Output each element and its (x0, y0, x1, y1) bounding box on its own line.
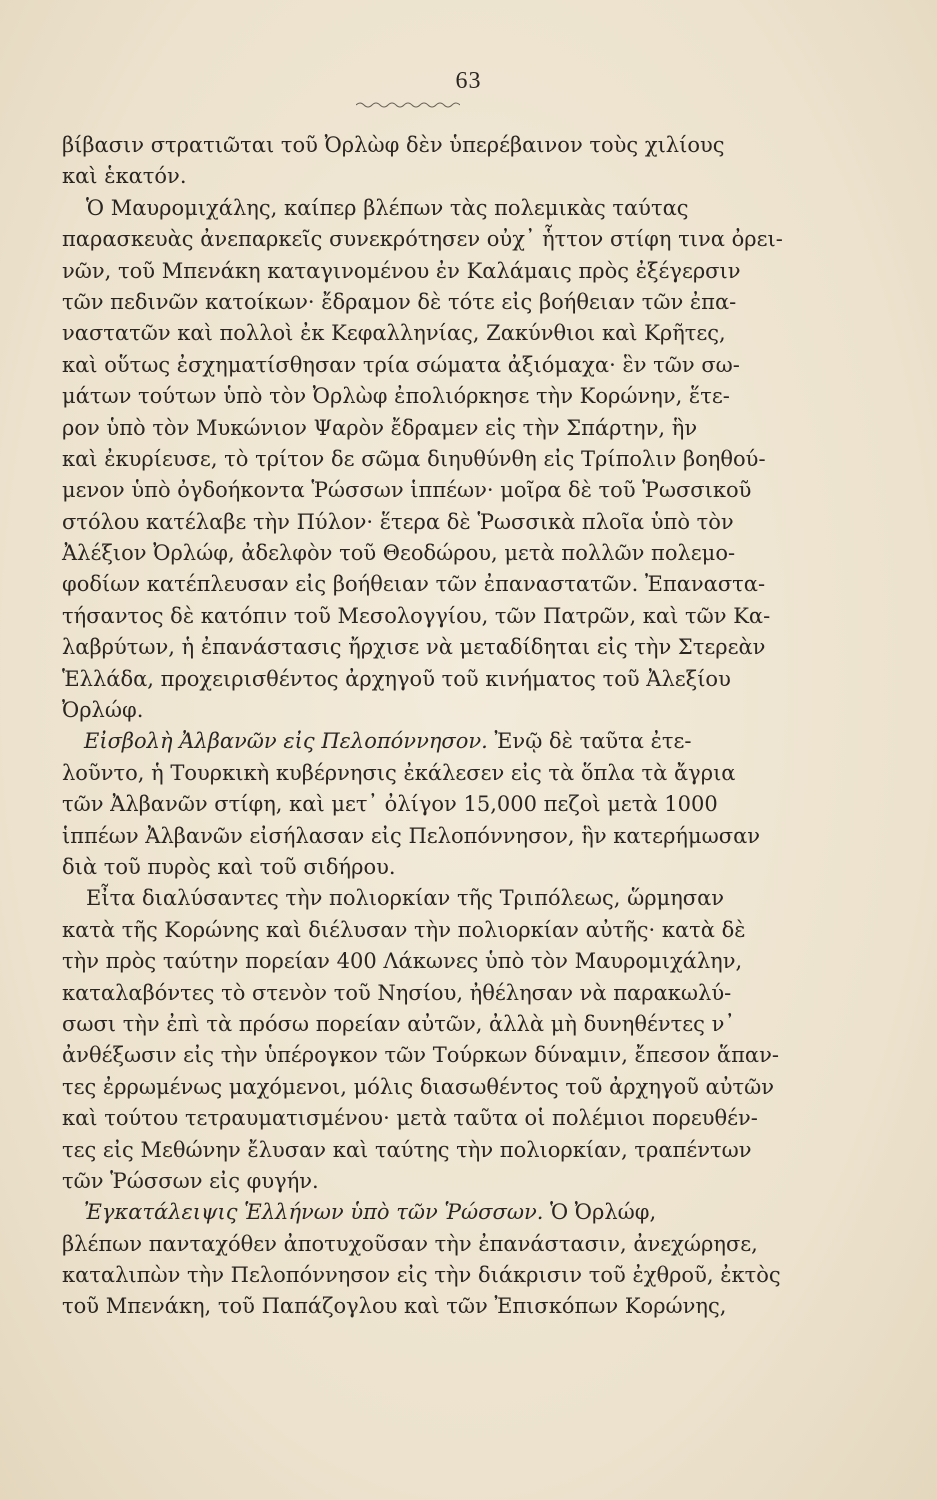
text-line (62, 1291, 782, 1322)
text-line (62, 946, 782, 977)
text-line (62, 444, 782, 475)
line-text: βίβασιν στρατιῶται τοῦ Ὀρλὼφ δὲν ὑπερέβαινον τοὺς χιλίους (62, 133, 725, 157)
line-text: τες εἰς Μεθώνην ἔλυσαν καὶ ταύτης τὴν πολιορκίαν, τραπέντων (62, 1137, 752, 1162)
line-text: τοῦ Μπενάκη, τοῦ Παπάζογλου καὶ τῶν Ἐπισκόπων Κορώνης, (62, 1294, 727, 1319)
text-line (62, 224, 782, 255)
line-text: κατὰ τῆς Κορώνης καὶ διέλυσαν τὴν πολιορκίαν αὐτῆς· κατὰ δὲ (62, 917, 746, 942)
text-line (62, 350, 782, 381)
text-line (62, 1166, 782, 1197)
page-number: 63 (455, 68, 482, 94)
text-line (62, 381, 782, 412)
text-line (62, 883, 782, 914)
line-text: καὶ ἐκυρίευσε, τὸ τρίτον δε σῶμα διηυθύνθη εἰς Τρίπολιν βοηθού- (62, 446, 766, 471)
line-text: λοῦντο, ἡ Τουρκικὴ κυβέρνησις ἐκάλεσεν εἰς τὰ ὅπλα τὰ ἄγρια (62, 760, 736, 785)
line-text: τὴν πρὸς ταύτην πορείαν 400 Λάκωνες ὑπὸ τὸν Μαυρομιχάλην, (62, 949, 743, 974)
text-line (62, 664, 782, 695)
text-line (62, 758, 782, 789)
line-text: Εἶτα διαλύσαντες τὴν πολιορκίαν τῆς Τριπόλεως, ὥρμησαν (86, 886, 725, 911)
line-text: φοδίων κατέπλευσαν εἰς βοήθειαν τῶν ἐπαναστατῶν. Ἐπαναστα- (62, 572, 766, 597)
line-text: ναστατῶν καὶ πολλοὶ ἐκ Κεφαλληνίας, Ζακύνθιοι καὶ Κρῆτες, (62, 321, 726, 346)
text-line (62, 1040, 782, 1071)
line-text: τῶν πεδινῶν κατοίκων· ἔδραμον δὲ τότε εἰς βοήθειαν τῶν ἐπα- (62, 289, 737, 314)
text-line (62, 475, 782, 506)
text-line (62, 601, 782, 632)
text-line (62, 161, 782, 192)
text-line (62, 978, 782, 1009)
line-text: Ὁ Μαυρομιχάλης, καίπερ βλέπων τὰς πολεμικὰς ταύτας (86, 195, 689, 220)
line-text: Ὀρλώφ. (62, 698, 144, 723)
line-text: τήσαντος δὲ κατόπιν τοῦ Μεσολογγίου, τῶν Πατρῶν, καὶ τῶν Κα- (62, 603, 771, 628)
section-heading: Εἰσβολὴ Ἀλβανῶν εἰς Πελοπόννησον. (84, 729, 488, 754)
line-text: ρον ὑπὸ τὸν Μυκώνιον Ψαρὸν ἔδραμεν εἰς τὴν Σπάρτην, ἣν (62, 415, 698, 440)
line-text: μενον ὑπὸ ὀγδοήκοντα Ῥώσσων ἱππέων· μοῖρα δὲ τοῦ Ῥωσσικοῦ (62, 478, 752, 503)
text-line (62, 852, 782, 883)
text-line (62, 318, 782, 349)
text-line (62, 1229, 782, 1260)
line-text: νῶν, τοῦ Μπενάκη καταγινομένου ἐν Καλάμαις πρὸς ἐξέγερσιν (62, 258, 741, 283)
section-heading: Ἐγκατάλειψις Ἑλλήνων ὑπὸ τῶν Ῥώσσων. (84, 1200, 544, 1225)
line-text: καὶ οὕτως ἐσχηματίσθησαν τρία σώματα ἀξιόμαχα· ἓν τῶν σω- (62, 352, 740, 377)
line-text: στόλου κατέλαβε τὴν Πύλον· ἕτερα δὲ Ῥωσσικὰ πλοῖα ὑπὸ τὸν (62, 509, 734, 534)
text-line (62, 1072, 782, 1103)
text-line (62, 413, 782, 444)
text-line (62, 695, 782, 726)
line-text: ἀνθέξωσιν εἰς τὴν ὑπέρογκον τῶν Τούρκων δύναμιν, ἔπεσον ἅπαν- (62, 1043, 779, 1068)
line-text: καταλιπὼν τὴν Πελοπόννησον εἰς τὴν διάκρισιν τοῦ ἐχθροῦ, ἐκτὸς (62, 1263, 781, 1288)
text-line (62, 1103, 782, 1134)
line-text: Ἐνῷ δὲ ταῦτα ἐτε- (487, 729, 692, 754)
line-text: τες ἐρρωμένως μαχόμενοι, μόλις διασωθέντος τοῦ ἀρχηγοῦ αὐτῶν (62, 1074, 774, 1099)
text-line (62, 726, 782, 757)
text-line (62, 1260, 782, 1291)
text-line (62, 507, 782, 538)
text-line (62, 569, 782, 600)
line-text: Ἑλλάδα, προχειρισθέντος ἀρχηγοῦ τοῦ κινήματος τοῦ Ἀλεξίου (62, 666, 731, 691)
text-line (62, 256, 782, 287)
line-text: ἱππέων Ἀλβανῶν εἰσήλασαν εἰς Πελοπόννησον, ἣν κατερήμωσαν (62, 823, 761, 848)
line-text: διὰ τοῦ πυρὸς καὶ τοῦ σιδήρου. (62, 854, 396, 879)
line-text: Ἀλέξιον Ὀρλώφ, ἀδελφὸν τοῦ Θεοδώρου, μετὰ πολλῶν πολεμο- (62, 541, 736, 566)
line-text: τῶν Ἀλβανῶν στίφη, καὶ μετ᾽ ὀλίγον 15,000 πεζοὶ μετὰ 1000 (62, 792, 718, 817)
line-text: τῶν Ῥώσσων εἰς φυγήν. (62, 1168, 319, 1193)
ornament-rule (356, 100, 460, 110)
text-line (62, 1135, 782, 1166)
line-text: Ὁ Ὀρλώφ, (543, 1200, 657, 1225)
line-text: βλέπων πανταχόθεν ἀποτυχοῦσαν τὴν ἐπανάστασιν, ἀνεχώρησε, (62, 1231, 758, 1256)
line-text: καὶ τούτου τετραυματισμένου· μετὰ ταῦτα οἱ πολέμιοι πορευθέν- (62, 1106, 758, 1131)
line-text: μάτων τούτων ὑπὸ τὸν Ὀρλὼφ ἐπολιόρκησε τὴν Κορώνην, ἕτε- (62, 384, 730, 409)
body-text (62, 130, 782, 1323)
text-line (62, 1197, 782, 1228)
line-text: λαβρύτων, ἡ ἐπανάστασις ἤρχισε νὰ μεταδίδηται εἰς τὴν Στερεὰν (62, 635, 766, 660)
line-text: παρασκευὰς ἀνεπαρκεῖς συνεκρότησεν οὐχ᾽ ἧττον στίφη τινα ὀρει- (62, 227, 783, 252)
text-line (62, 130, 782, 161)
text-line (62, 193, 782, 224)
text-line (62, 538, 782, 569)
text-line (62, 821, 782, 852)
line-text: καὶ ἑκατόν. (62, 164, 187, 189)
text-line (62, 287, 782, 318)
text-line (62, 915, 782, 946)
line-text: σωσι τὴν ἐπὶ τὰ πρόσω πορείαν αὐτῶν, ἀλλὰ μὴ δυνηθέντες ν᾽ (62, 1011, 735, 1036)
text-line (62, 632, 782, 663)
line-text: καταλαβόντες τὸ στενὸν τοῦ Νησίου, ἠθέλησαν νὰ παρακωλύ- (62, 980, 732, 1005)
text-line (62, 1009, 782, 1040)
text-line (62, 789, 782, 820)
